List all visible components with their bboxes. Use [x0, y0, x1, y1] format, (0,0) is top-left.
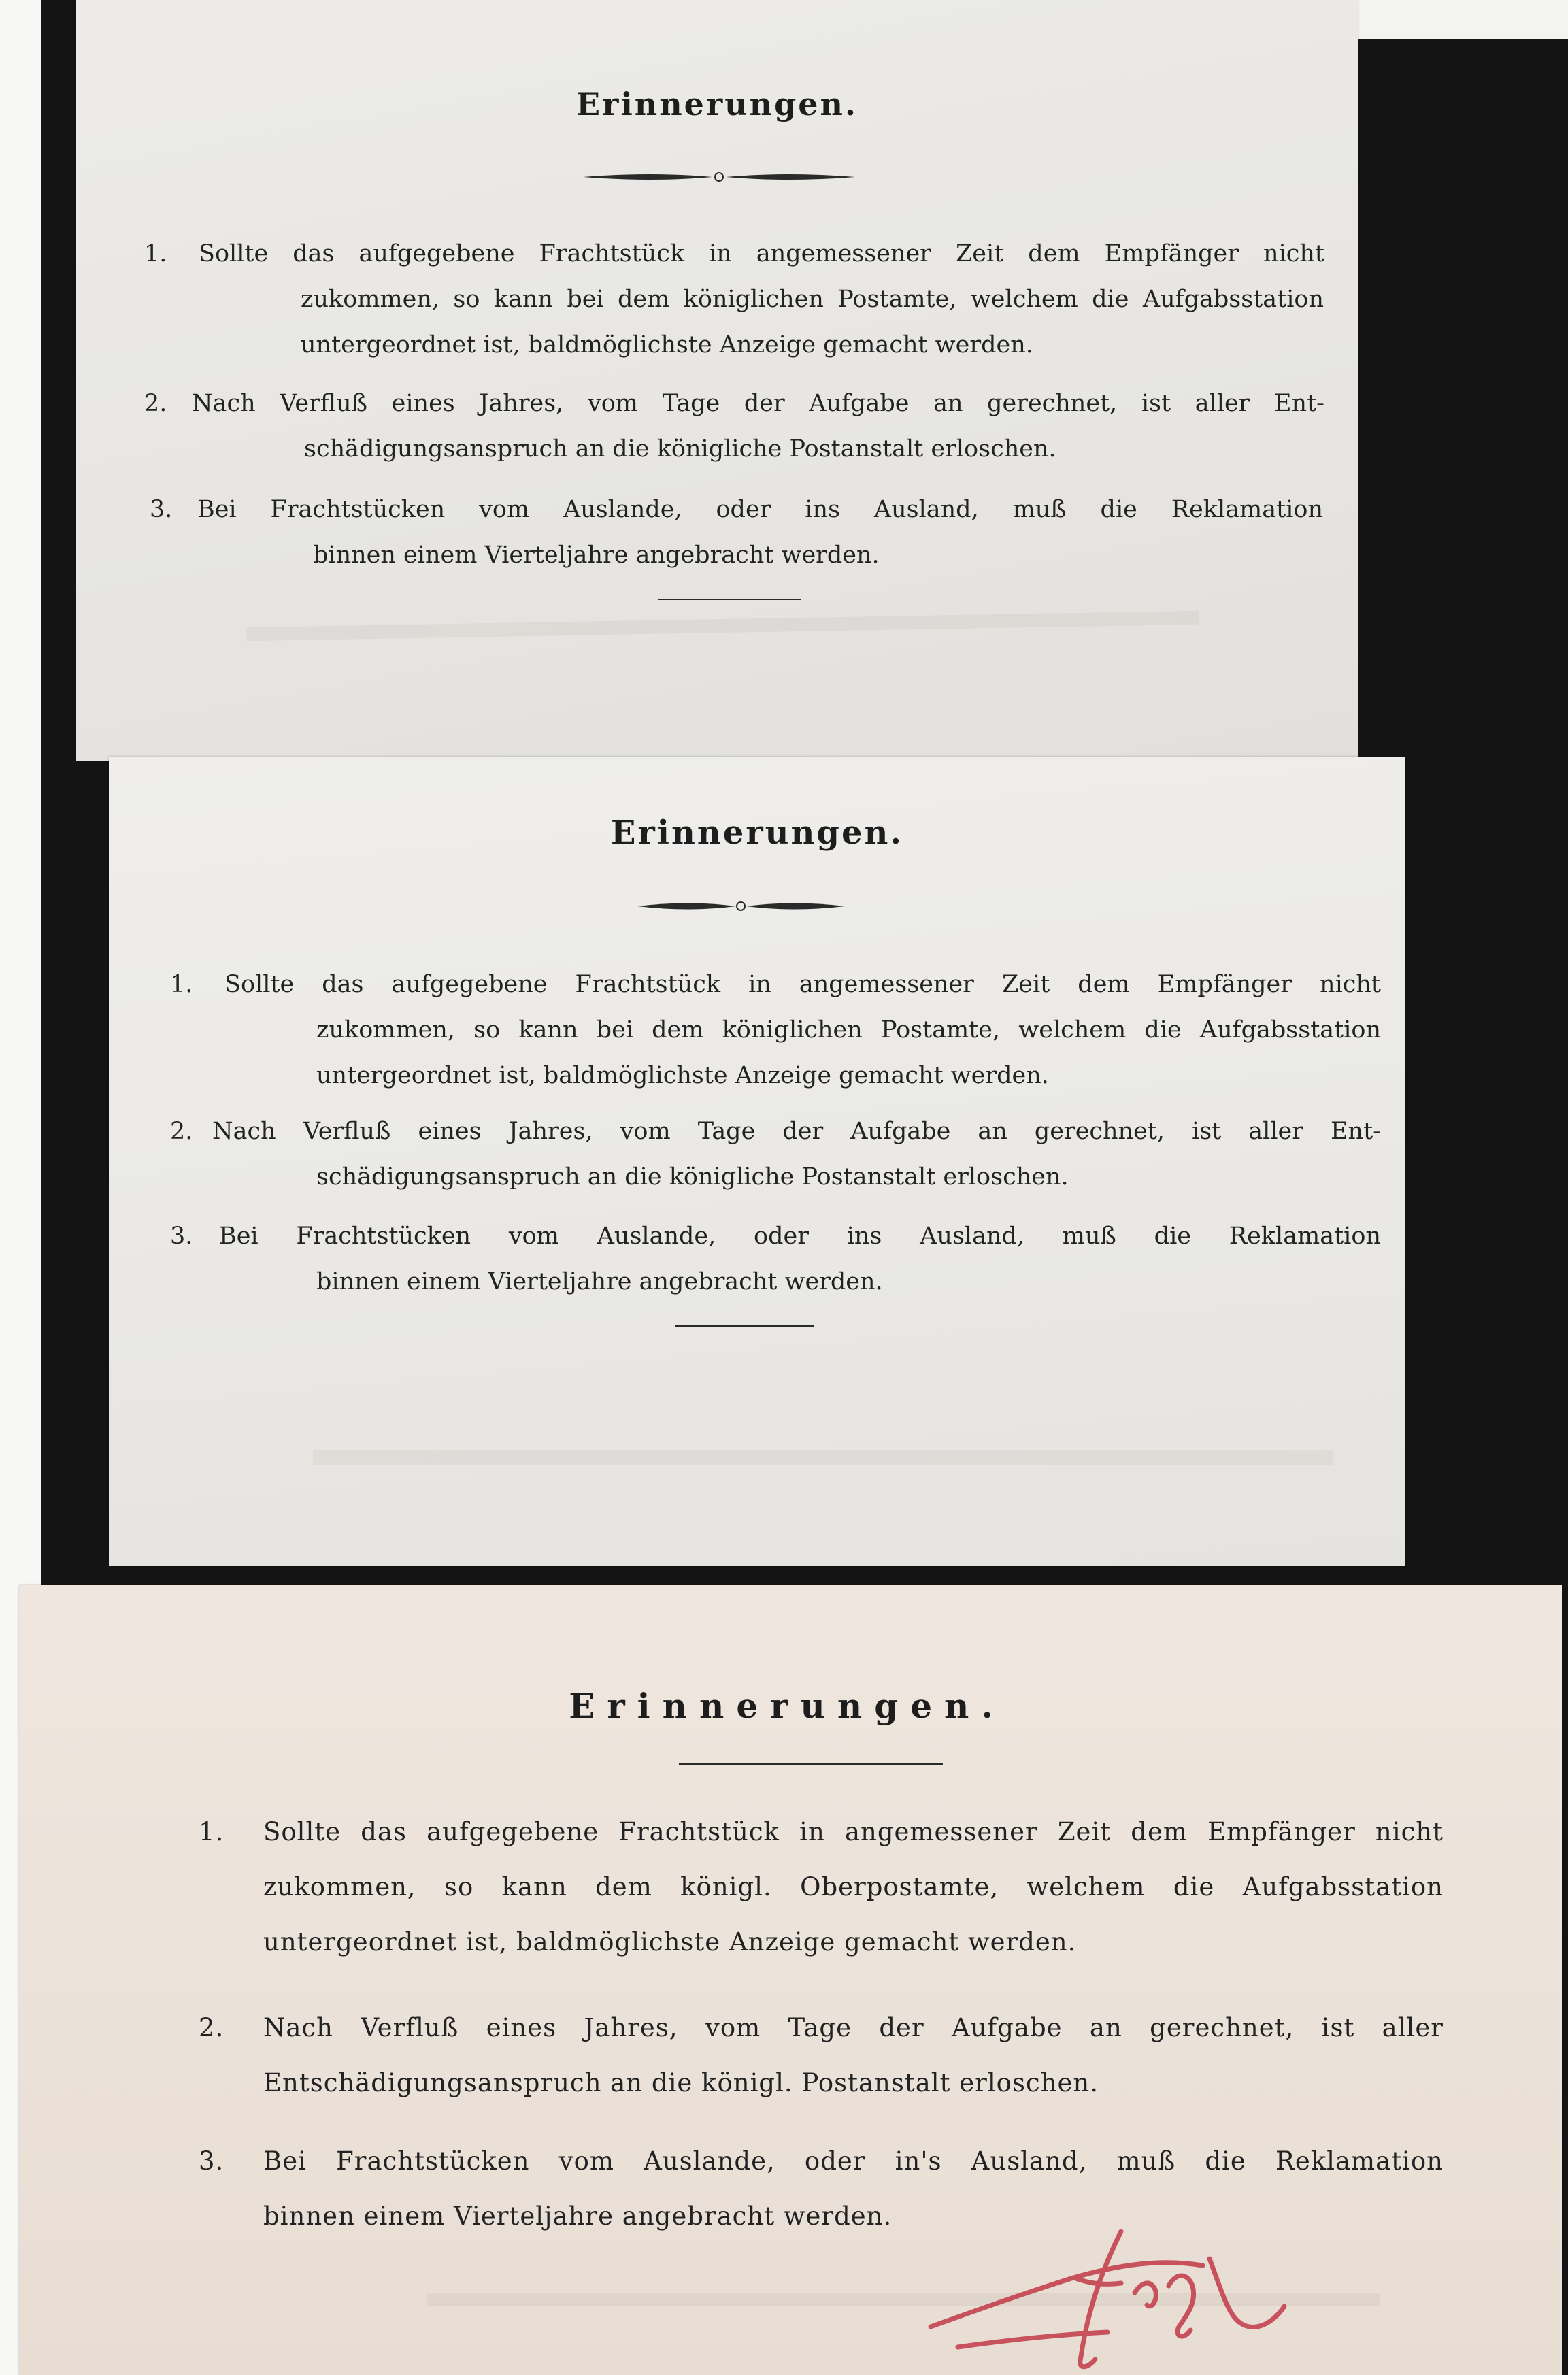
sheet-title: Erinnerungen. [610, 814, 904, 852]
bleed-through [246, 570, 1199, 641]
notice-item-2: 2. Nach Verfluß eines Jahres, vom Tage der Aufgabe an gerechnet, ist aller Entschädigungsanspruch an die königl. Postanstalt erloschen. [199, 2013, 1444, 2097]
bleed-through [313, 1423, 1333, 1465]
notice-sheet-1 [76, 0, 1358, 761]
notice-item-1: 1. Sollte das aufgegebene Frachtstück in angemessener Zeit dem Empfänger nicht zukommen, so kann dem königl. Oberpostamte, welchem die Aufgabsstation untergeordnet ist, baldmöglichste Anzeige gemacht werden. [199, 1817, 1444, 1957]
light-margin [1354, 0, 1568, 39]
bleed-through: ​ [231, 122, 234, 170]
notice-item-3: 3. Bei Frachtstücken vom Auslande, oder ins Ausland, muß die Reklamation binnen einem Vierteljahre angebracht werden. [170, 1223, 1381, 1295]
notice-item-2: 2. Nach Verfluß eines Jahres, vom Tage der Aufgabe an gerechnet, ist aller Ent- schädigungsanspruch an die königliche Postanstalt erloschen. [170, 1118, 1381, 1191]
sheet-title: Erinnerungen. [569, 1686, 1005, 1726]
notice-item-3: 3. Bei Frachtstücken vom Auslande, oder ins Ausland, muß die Reklamation binnen einem Vierteljahre angebracht werden. [150, 496, 1323, 569]
ornament-flourish [583, 169, 855, 185]
notice-item-1: 1. Sollte das aufgegebene Frachtstück in angemessener Zeit dem Empfänger nicht zukommen, so kann bei dem königlichen Postamte, welchem die Aufgabsstation untergeordnet ist, baldmöglichste Anzeige gemacht werden. [144, 240, 1324, 359]
closing-rule [658, 599, 801, 600]
notice-item-3: 3. Bei Frachtstücken vom Auslande, oder in's Ausland, muß die Reklamation binnen einem Vierteljahre angebracht werden. [199, 2146, 1444, 2231]
notice-sheet-3 [19, 1585, 1562, 2375]
sheet-title: Erinnerungen. [576, 86, 858, 122]
handwritten-signature [917, 2191, 1298, 2374]
notice-item-2: 2. Nach Verfluß eines Jahres, vom Tage der Aufgabe an gerechnet, ist aller Ent- schädigungsanspruch an die königliche Postanstalt erloschen. [144, 390, 1324, 463]
ornament-flourish [637, 898, 845, 914]
notice-sheet-2 [109, 757, 1405, 1566]
closing-rule [675, 1325, 814, 1327]
title-rule [679, 1763, 943, 1765]
notice-item-1: 1. Sollte das aufgegebene Frachtstück in angemessener Zeit dem Empfänger nicht zukommen, so kann bei dem königlichen Postamte, welchem die Aufgabsstation untergeordnet ist, baldmöglichste Anzeige gemacht werden. [170, 971, 1381, 1089]
